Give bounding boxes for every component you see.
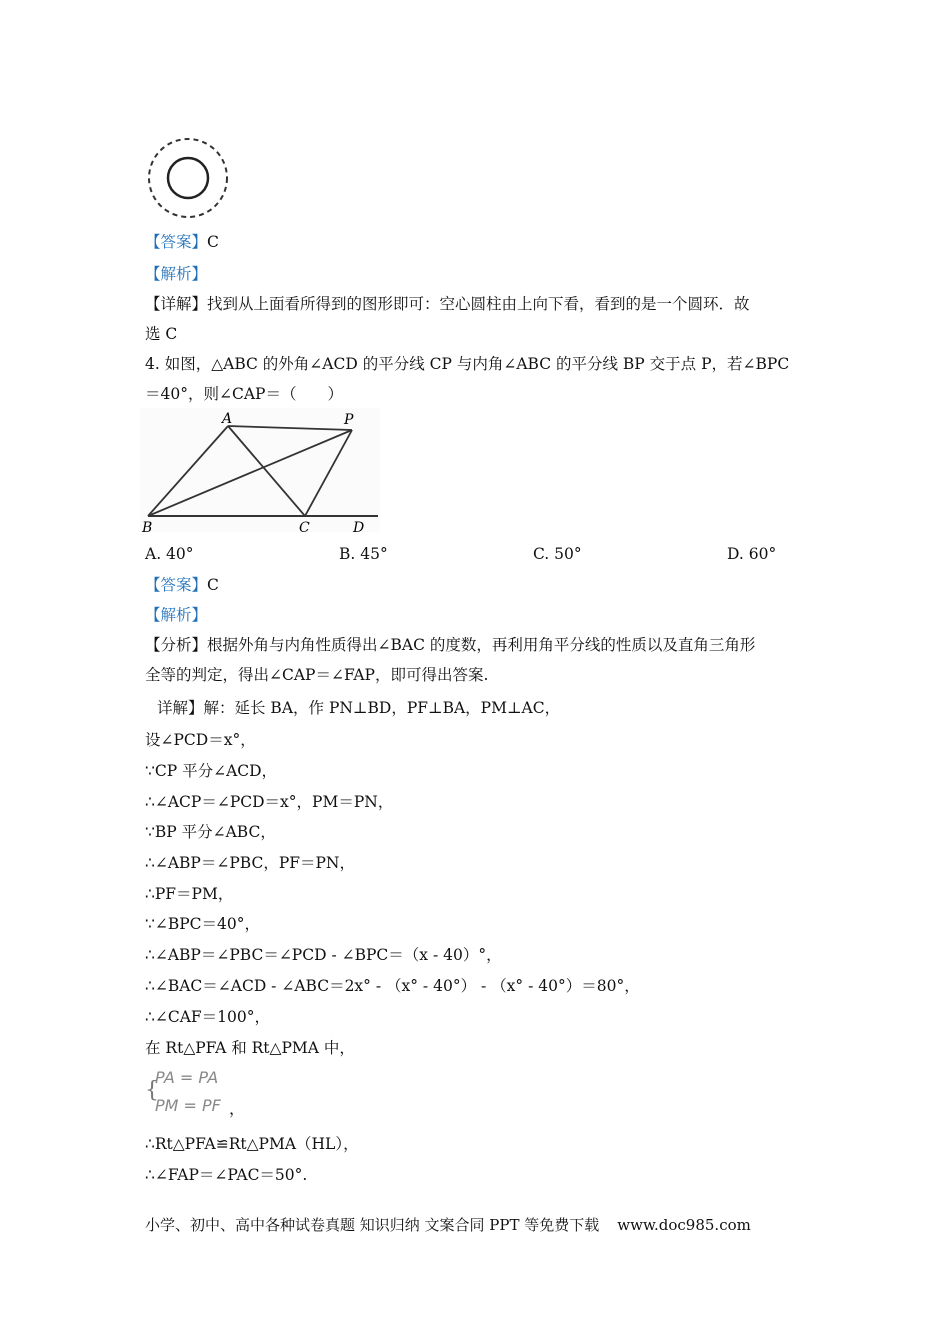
label-B: B [142,520,153,536]
label-P: P [344,412,354,428]
answer-row [145,575,219,595]
answer-tag: 【答案】 [145,576,208,594]
footer-url[interactable]: www.doc985.com [617,1216,751,1234]
prev-answer-value: C [207,233,219,251]
question-line1: 4. 如图，△ABC 的外角∠ACD 的平分线 CP 与内角∠ABC 的平分线 BP 交于点 P，若∠BPC [145,355,790,373]
step-1: 设∠PCD＝x°， [145,731,256,749]
question-line2: ＝40°，则∠CAP＝（ ） [145,385,343,403]
analysis-tag: 【解析】 [145,606,208,624]
analysis-line1: 【分析】根据外角与内角性质得出∠BAC 的度数，再利用角平分线的性质以及直角三角形 [145,636,756,654]
option-b: B. 45° [339,545,388,563]
outer-dashed-circle [149,139,227,217]
label-C: C [299,520,310,536]
page-footer [145,1214,805,1235]
system-line1: PA = PA [155,1068,219,1087]
label-A: A [222,411,233,427]
step-3: ∴∠ACP＝∠PCD＝x°，PM＝PN， [145,793,394,811]
prev-analysis-tag: 【解析】 [145,265,208,283]
label-D: D [353,520,365,536]
option-c: C. 50° [533,545,582,563]
system-brace: { [145,1078,159,1103]
prev-detail-line2: 选 C [145,325,178,343]
ring-figure [140,135,240,225]
system-comma: ， [229,1099,246,1118]
prev-answer-row [145,232,219,252]
step-9: ∴∠BAC＝∠ACD - ∠ABC＝2x° - （x° - 40°） - （x° - 40°）＝80°， [145,977,640,995]
triangle-figure [140,408,385,538]
option-d: D. 60° [727,545,777,563]
step-4: ∵BP 平分∠ABC， [145,823,276,841]
inner-solid-circle [168,158,208,198]
step-8: ∴∠ABP＝∠PBC＝∠PCD - ∠BPC＝（x - 40）°， [145,946,502,964]
final-step-0: ∴Rt△PFA≌Rt△PMA（HL）， [145,1135,359,1153]
step-6: ∴PF＝PM， [145,885,234,903]
step-2: ∵CP 平分∠ACD， [145,762,278,780]
answer-value: C [207,576,219,594]
prev-answer-tag: 【答案】 [145,233,208,251]
step-5: ∴∠ABP＝∠PBC，PF＝PN， [145,854,355,872]
system-line2: PM = PF [155,1096,221,1115]
footer-text: 小学、初中、高中各种试卷真题 知识归纳 文案合同 PPT 等免费下载 [145,1216,600,1234]
step-11: 在 Rt△PFA 和 Rt△PMA 中， [145,1039,355,1057]
analysis-line2: 全等的判定，得出∠CAP＝∠FAP，即可得出答案. [145,666,489,684]
step-10: ∴∠CAF＝100°， [145,1008,270,1026]
equation-system [145,1064,265,1124]
option-a: A. 40° [145,545,194,563]
final-step-1: ∴∠FAP＝∠PAC＝50°. [145,1166,308,1184]
step-0: 详解】解：延长 BA，作 PN⊥BD，PF⊥BA，PM⊥AC， [157,699,561,717]
prev-detail-line1: 【详解】找到从上面看所得到的图形即可：空心圆柱由上向下看，看到的是一个圆环．故 [145,295,750,313]
step-7: ∵∠BPC＝40°， [145,915,261,933]
